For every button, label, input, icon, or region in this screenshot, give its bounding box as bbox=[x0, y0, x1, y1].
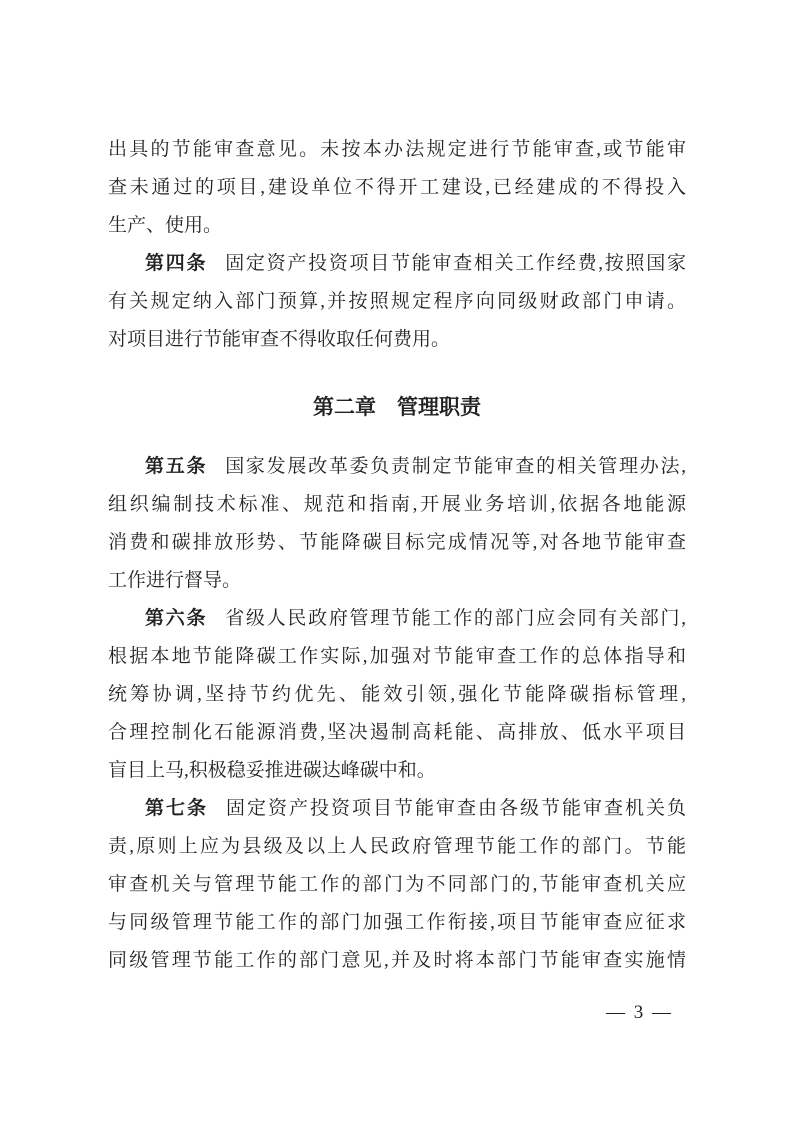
body-line: 合理控制化石能源消费,坚决遏制高耗能、高排放、低水平项目 bbox=[108, 722, 686, 743]
body-line: 生产、使用。 bbox=[108, 215, 223, 236]
body-line: 消费和碳排放形势、节能降碳目标完成情况等,对各地节能审查 bbox=[108, 532, 686, 553]
article-6-text: 省级人民政府管理节能工作的部门应会同有关部门, bbox=[225, 608, 686, 629]
article-4-lead: 第四条 bbox=[145, 253, 208, 274]
body-line: 组织编制技术标准、规范和指南,开展业务培训,依据各地能源 bbox=[108, 494, 686, 515]
body-line: 与同级管理节能工作的部门加强工作衔接,项目节能审查应征求 bbox=[108, 912, 686, 933]
body-line: 对项目进行节能审查不得收取任何费用。 bbox=[108, 329, 451, 350]
body-line-article-6 bbox=[108, 600, 686, 638]
body-line-article-4 bbox=[108, 245, 686, 283]
body-line: 盲目上马,积极稳妥推进碳达峰碳中和。 bbox=[108, 760, 436, 781]
article-5-lead: 第五条 bbox=[145, 456, 208, 477]
article-6-lead: 第六条 bbox=[145, 608, 208, 629]
body-line: 工作进行督导。 bbox=[108, 570, 242, 591]
document-body bbox=[108, 131, 686, 980]
article-7-text: 固定资产投资项目节能审查由各级节能审查机关负 bbox=[226, 798, 686, 819]
chapter-2-heading: 第二章 管理职责 bbox=[313, 396, 481, 419]
article-5-text: 国家发展改革委负责制定节能审查的相关管理办法, bbox=[225, 456, 686, 477]
body-line: 统筹协调,坚持节约优先、能效引领,强化节能降碳指标管理, bbox=[108, 684, 686, 705]
body-line: 审查机关与管理节能工作的部门为不同部门的,节能审查机关应 bbox=[108, 874, 686, 895]
body-line-article-5 bbox=[108, 448, 686, 486]
article-4-text: 固定资产投资项目节能审查相关工作经费,按照国家 bbox=[225, 253, 686, 274]
body-line: 同级管理节能工作的部门意见,并及时将本部门节能审查实施情 bbox=[108, 950, 686, 971]
body-line: 有关规定纳入部门预算,并按照规定程序向同级财政部门申请。 bbox=[108, 291, 686, 312]
body-line: 责,原则上应为县级及以上人民政府管理节能工作的部门。节能 bbox=[108, 836, 686, 857]
body-line: 根据本地节能降碳工作实际,加强对节能审查工作的总体指导和 bbox=[108, 646, 686, 667]
body-line: 查未通过的项目,建设单位不得开工建设,已经建成的不得投入 bbox=[108, 177, 686, 198]
article-7-lead: 第七条 bbox=[145, 798, 208, 819]
body-line: 出具的节能审查意见。未按本办法规定进行节能审查,或节能审 bbox=[108, 139, 686, 160]
body-line-article-7 bbox=[108, 790, 686, 828]
page-number: — 3 — bbox=[606, 1002, 673, 1023]
